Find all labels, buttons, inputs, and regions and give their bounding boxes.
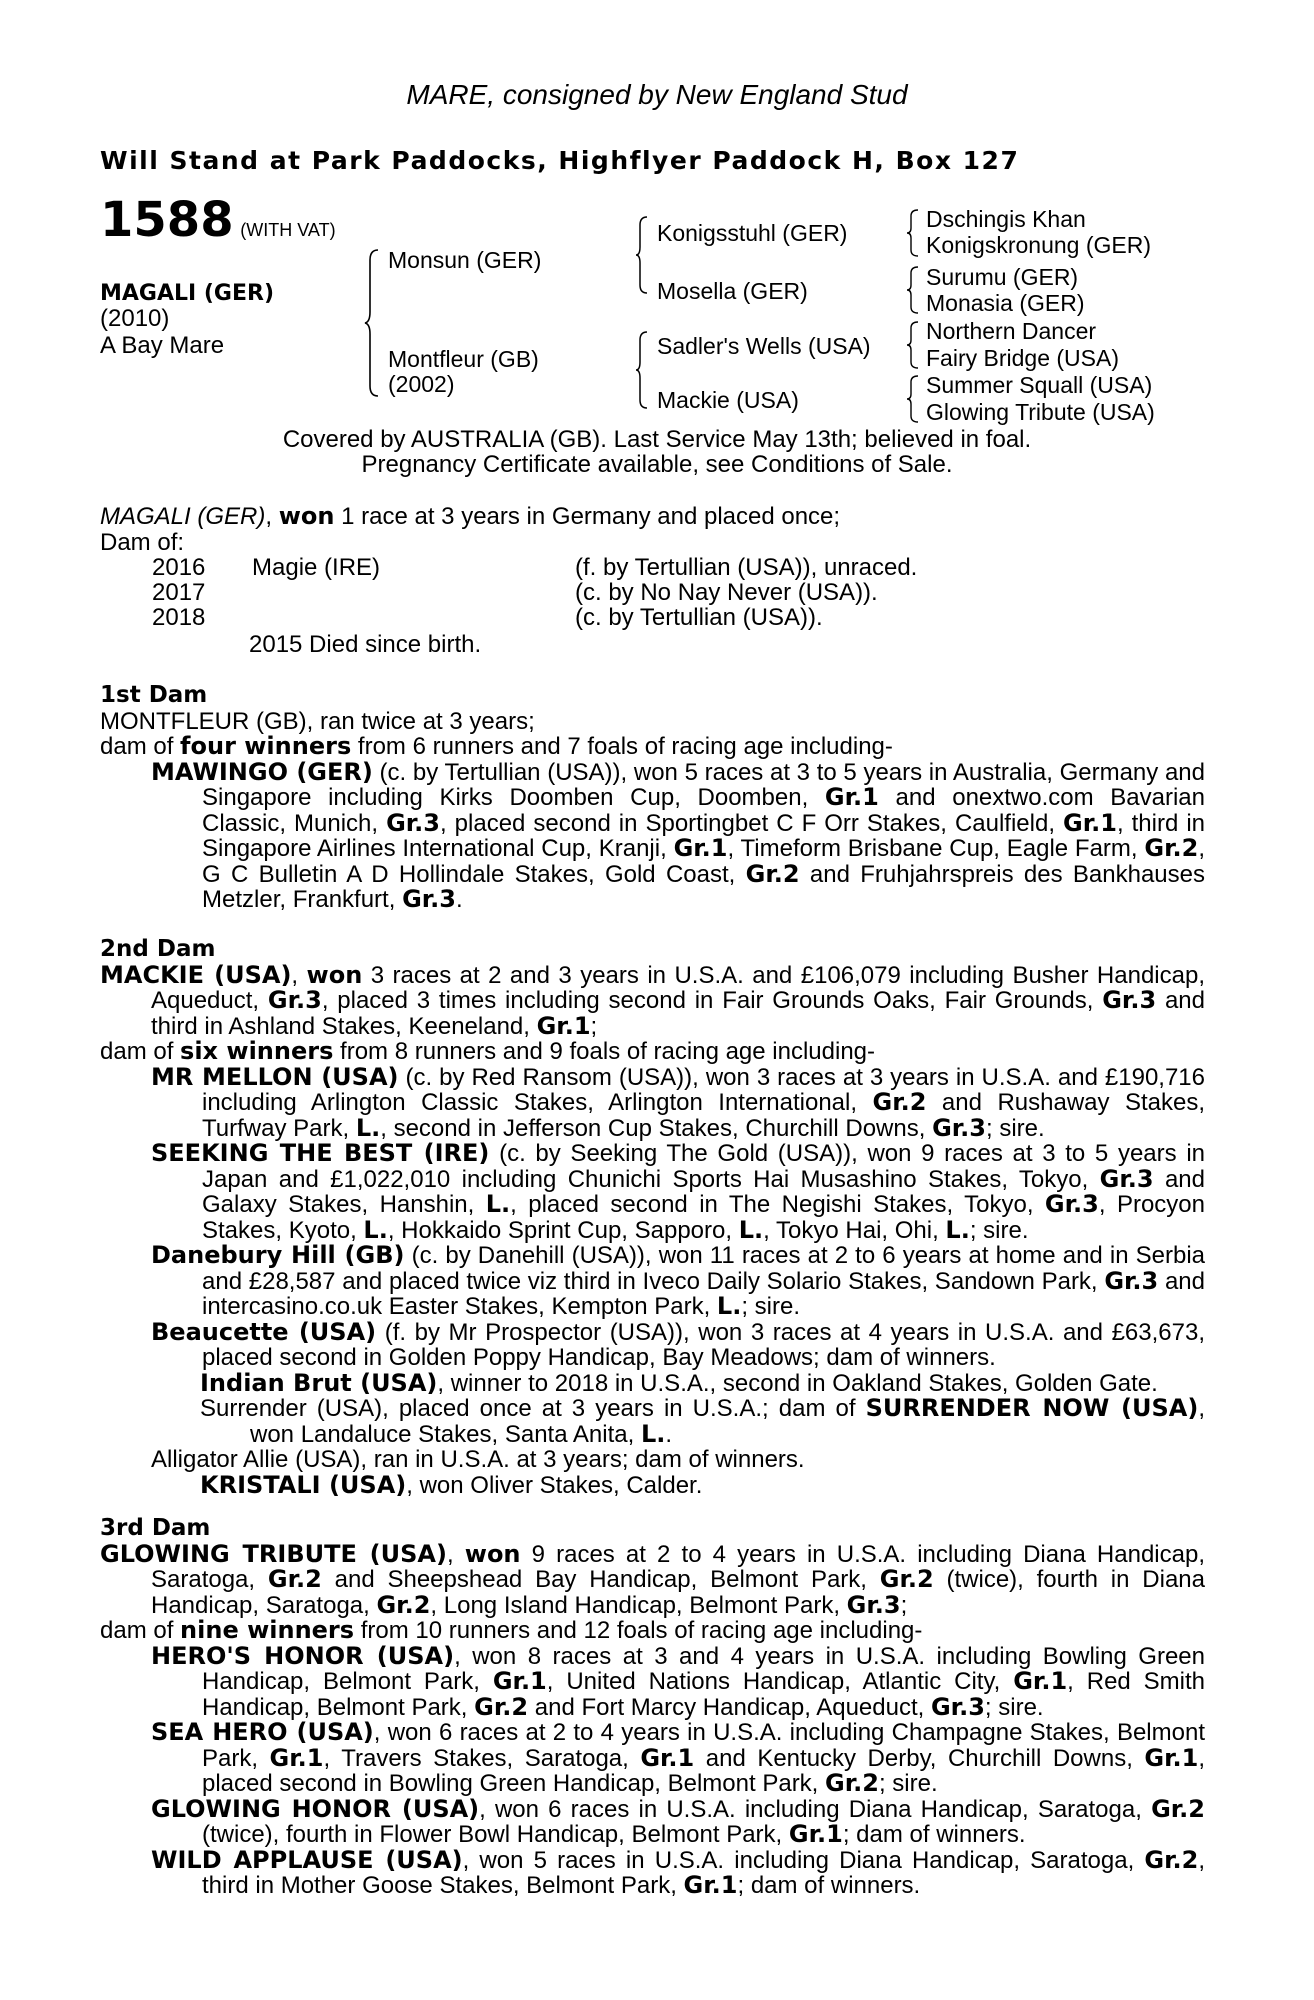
- text: , won 5 races in U.S.A. including Diana Handicap, Saratoga,: [462, 1846, 1145, 1874]
- entry-name: MR MELLON (USA): [151, 1062, 399, 1091]
- pedigree-sire-sire: Konigsstuhl (GER): [657, 220, 848, 246]
- grade: Gr.3: [402, 885, 456, 913]
- winners-count: four winners: [180, 732, 352, 760]
- pedigree-ssd: Konigskronung (GER): [926, 232, 1151, 258]
- text: , Red Smith Handicap, Belmont Park,: [202, 1668, 1206, 1721]
- text: .: [665, 1420, 673, 1448]
- grade: Gr.1: [1144, 1743, 1199, 1772]
- text: ; dam of winners.: [842, 1821, 1026, 1848]
- foal-year-1: 2016: [152, 554, 206, 581]
- grade: Gr.1: [269, 1743, 324, 1772]
- foal-detail-2: (c. by No Nay Never (USA)).: [575, 579, 878, 606]
- text: , placed second in The Negishi Stakes, Tokyo,: [510, 1191, 1045, 1218]
- winners-count: nine winners: [180, 1616, 355, 1644]
- foal-detail-1: (f. by Tertullian (USA)), unraced.: [575, 554, 918, 581]
- text: , placed second in Sportingbet C F Orr Stakes, Caulfield,: [440, 809, 1064, 837]
- pregnancy-line: Pregnancy Certificate available, see Conditions of Sale.: [361, 451, 953, 478]
- grade: L.: [716, 1292, 742, 1320]
- second-dam-record: MACKIE (USA), won 3 races at 2 and 3 years in U.S.A. and £106,079 including Busher Handicap, Aqueduct, Gr.3, placed 3 times including second in Fair Grounds Oaks, Fair Grounds, Gr.3 and third in Ashland Stakes, Keeneland, Gr.1;: [100, 960, 1206, 1040]
- entry-name: MAWINGO (GER): [151, 757, 373, 786]
- pedigree-dds: Summer Squall (USA): [926, 372, 1153, 398]
- produce-entry-heros-honor: [151, 1641, 1206, 1721]
- text: , second in Jefferson Cup Stakes, Churchill Downs,: [380, 1114, 933, 1142]
- foal-name-1: Magie (IRE): [252, 554, 381, 581]
- produce-entry-indian-brut: [200, 1368, 1205, 1397]
- pedigree-dam: Montfleur (GB): [388, 346, 539, 372]
- second-dam-heading: 2nd Dam: [100, 936, 216, 962]
- dam-name: GLOWING TRIBUTE (USA): [100, 1539, 447, 1568]
- text: , won Oliver Stakes, Calder.: [406, 1471, 703, 1499]
- horse-name: MAGALI (GER): [100, 281, 275, 306]
- entry-name: Danebury Hill (GB): [151, 1241, 405, 1269]
- stand-location: Will Stand at Park Paddocks, Highflyer Paddock H, Box 127: [100, 146, 1020, 175]
- pedigree-sire: Monsun (GER): [388, 247, 542, 273]
- pedigree-dam-year: (2002): [388, 371, 455, 397]
- pedigree-brace-3a: [906, 208, 922, 258]
- text: ; sire.: [741, 1293, 801, 1320]
- produce-entry-surrender: [200, 1396, 1205, 1447]
- produce-text: 1 race at 3 years in Germany and placed once;: [334, 503, 841, 530]
- pedigree-brace-sire-side: [635, 215, 653, 295]
- text: and third in Ashland Stakes, Keeneland,: [151, 987, 1205, 1040]
- grade: Gr.3: [1104, 1266, 1159, 1295]
- pedigree-brace-3c: [906, 320, 922, 370]
- grade: Gr.2: [1151, 1794, 1205, 1823]
- pedigree-dsd: Fairy Bridge (USA): [926, 345, 1119, 371]
- grade: Gr.3: [1044, 1190, 1099, 1218]
- text: , Tokyo Hai, Ohi,: [763, 1216, 946, 1244]
- grade: Gr.3: [930, 1692, 985, 1721]
- grade: Gr.3: [846, 1590, 901, 1619]
- foal-year-3: 2018: [152, 604, 206, 631]
- entry-name: SEEKING THE BEST (IRE): [151, 1139, 490, 1167]
- grade: Gr.1: [683, 1871, 738, 1899]
- entry-name: Beaucette (USA): [151, 1317, 377, 1346]
- first-dam-line: MONTFLEUR (GB), ran twice at 3 years;: [100, 707, 535, 735]
- text: (c. by Seeking The Gold (USA)), won 9 races at 3 to 5 years in Japan and £1,022,010 including Chunichi Sports Hai Musashino Stakes, Tokyo,: [202, 1140, 1205, 1193]
- pedigree-sds: Surumu (GER): [926, 264, 1079, 290]
- produce-entry-alligator-allie: Alligator Allie (USA), ran in U.S.A. at 3 years; dam of winners.: [151, 1446, 805, 1473]
- third-dam-record: GLOWING TRIBUTE (USA), won 9 races at 2 to 4 years in U.S.A. including Diana Handicap, Saratoga, Gr.2 and Sheepshead Bay Handicap, Belmont Park, Gr.2 (twice), fourth in Diana Handicap, Saratoga, Gr.2, Long Island Handicap, Belmont Park, Gr.3;: [100, 1539, 1206, 1619]
- entry-name: SURRENDER NOW (USA): [865, 1394, 1199, 1422]
- won-label: won: [306, 960, 363, 989]
- text: , Travers Stakes, Saratoga,: [323, 1744, 641, 1772]
- text: , placed 3 times including second in Fair Grounds Oaks, Fair Grounds,: [321, 987, 1103, 1014]
- pedigree-sdd: Monasia (GER): [926, 290, 1085, 316]
- produce-record: [100, 504, 1205, 555]
- won-label: won: [278, 502, 335, 530]
- text: ;: [590, 1012, 598, 1040]
- text: and onextwo.com Bavarian Classic, Munich,: [202, 784, 1205, 837]
- grade: Gr.1: [673, 834, 728, 862]
- text: ;: [900, 1591, 908, 1619]
- produce-summary: MAGALI (GER), won 1 race at 3 years in Germany and placed once;: [100, 502, 841, 530]
- entry-name: WILD APPLAUSE (USA): [151, 1845, 463, 1874]
- text: (twice), fourth in Flower Bowl Handicap, Belmont Park,: [202, 1821, 789, 1848]
- foal-detail-3: (c. by Tertullian (USA)).: [575, 604, 823, 631]
- foal-note: 2015 Died since birth.: [249, 631, 482, 658]
- foal-year-2: 2017: [152, 579, 206, 606]
- produce-entry-glowing-honor: [151, 1794, 1205, 1848]
- text: ; sire.: [984, 1693, 1044, 1721]
- first-dam-heading: 1st Dam: [100, 682, 208, 708]
- grade: Gr.1: [492, 1667, 547, 1695]
- entry-name: HERO'S HONOR (USA): [151, 1641, 455, 1670]
- third-dam-summary: [100, 1618, 1205, 1644]
- text: and Sheepshead Bay Handicap, Belmont Park,: [321, 1566, 880, 1593]
- pedigree-dam-sire: Sadler's Wells (USA): [657, 333, 871, 359]
- text: (twice), fourth in Diana Handicap, Saratoga,: [151, 1566, 1206, 1619]
- pedigree-dss: Northern Dancer: [926, 318, 1097, 344]
- text: , won 6 races in U.S.A. including Diana Handicap, Saratoga,: [479, 1795, 1152, 1823]
- text: ; sire.: [969, 1216, 1029, 1244]
- grade: L.: [355, 1113, 381, 1142]
- grade: Gr.2: [872, 1088, 927, 1116]
- produce-horse-name: MAGALI (GER): [100, 503, 266, 530]
- horse-description: A Bay Mare: [100, 332, 225, 359]
- consignor-title: MARE, consigned by New England Stud: [406, 79, 908, 110]
- text: , G C Bulletin A D Hollindale Stakes, Gold Coast,: [202, 835, 1205, 888]
- grade: L.: [485, 1190, 511, 1218]
- entry-name: GLOWING HONOR (USA): [151, 1794, 480, 1823]
- text: and Galaxy Stakes, Hanshin,: [202, 1165, 1205, 1218]
- text: (c. by Red Ransom (USA)), won 3 races at 3 years in U.S.A. and £190,716 including Arlington Classic Stakes, Arlington International,: [202, 1063, 1206, 1116]
- text: , United Nations Handicap, Atlantic City,: [546, 1668, 1014, 1695]
- text: ; sire.: [986, 1114, 1045, 1142]
- entry-name: Indian Brut (USA): [200, 1368, 438, 1397]
- text: 3 races at 2 and 3 years in U.S.A. and £106,079 including Busher Handicap, Aqueduct,: [151, 961, 1206, 1014]
- grade: Gr.1: [1063, 808, 1117, 837]
- pedigree-dam-dam: Mackie (USA): [657, 387, 799, 413]
- grade: Gr.2: [745, 859, 800, 888]
- grade: Gr.1: [788, 1820, 843, 1848]
- text: (f. by Mr Prospector (USA)), won 3 races at 4 years in U.S.A. and £63,673, placed second in Golden Poppy Handicap, Bay Meadows; dam of winners.: [202, 1318, 1205, 1371]
- text: and Fruhjahrspreis des Bankhauses Metzler, Frankfurt,: [202, 860, 1206, 913]
- grade: Gr.1: [640, 1743, 695, 1772]
- lot-number: 1588: [100, 192, 234, 248]
- grade: Gr.1: [824, 783, 879, 811]
- grade: Gr.1: [1013, 1667, 1068, 1695]
- pedigree-brace-3b: [906, 265, 922, 315]
- grade: Gr.2: [879, 1565, 934, 1593]
- produce-entry-mawingo: [151, 757, 1206, 913]
- text: , placed second in Bowling Green Handicap, Belmont Park,: [202, 1744, 1205, 1797]
- entry-name: SEA HERO (USA): [151, 1718, 374, 1746]
- text: , Procyon Stakes, Kyoto,: [202, 1191, 1205, 1244]
- text: , winner to 2018 in U.S.A., second in Oakland Stakes, Golden Gate.: [437, 1369, 1158, 1397]
- grade: Gr.2: [267, 1565, 322, 1593]
- text: and Rushaway Stakes, Turfway Park,: [202, 1089, 1206, 1142]
- produce-entry-wild-applause: [151, 1845, 1206, 1899]
- text: , won Landaluce Stakes, Santa Anita,: [250, 1395, 1205, 1448]
- grade: L.: [738, 1215, 764, 1244]
- text: , third in Mother Goose Stakes, Belmont Park,: [202, 1846, 1206, 1899]
- grade: Gr.2: [1144, 1845, 1199, 1874]
- text: ; sire.: [878, 1770, 938, 1797]
- text: Surrender (USA), placed once at 3 years in U.S.A.; dam of: [200, 1395, 866, 1422]
- grade: Gr.2: [1144, 834, 1199, 862]
- dam-name: MACKIE (USA): [100, 960, 292, 989]
- first-dam-summary: [100, 734, 1205, 760]
- grade: Gr.3: [932, 1113, 986, 1142]
- produce-entry-mr-mellon: [151, 1062, 1206, 1142]
- text: (c. by Danehill (USA)), won 11 races at 2 to 6 years at home and in Serbia and £28,587 and placed twice viz third in Iveco Daily Solario Stakes, Sandown Park,: [202, 1242, 1206, 1295]
- pedigree-brace-3d: [906, 374, 922, 424]
- text: from 8 runners and 9 foals of racing age including-: [333, 1038, 876, 1065]
- lot-number-line: [100, 192, 336, 248]
- produce-entry-sea-hero: [151, 1720, 1205, 1797]
- second-dam-summary: [100, 1039, 1205, 1065]
- produce-entry-seeking-the-best: [151, 1141, 1205, 1243]
- grade: L.: [945, 1215, 970, 1244]
- text: , Timeform Brisbane Cup, Eagle Farm,: [727, 835, 1145, 862]
- text: 9 races at 2 to 4 years in U.S.A. including Diana Handicap, Saratoga,: [151, 1540, 1205, 1593]
- vat-label: (WITH VAT): [240, 220, 336, 240]
- pedigree-brace-generation-1: [364, 248, 386, 398]
- third-dam-section: [100, 1516, 1205, 1899]
- second-dam-section: [100, 937, 1205, 1498]
- first-dam-section: [100, 683, 1205, 913]
- text: and Kentucky Derby, Churchill Downs,: [694, 1744, 1145, 1772]
- text: dam of: [100, 1617, 181, 1644]
- third-dam-heading: 3rd Dam: [100, 1515, 211, 1541]
- grade: L.: [363, 1215, 388, 1244]
- text: , Long Island Handicap, Belmont Park,: [430, 1591, 847, 1619]
- entry-name: KRISTALI (USA): [200, 1470, 407, 1499]
- text: .: [456, 886, 463, 913]
- grade: Gr.1: [536, 1011, 591, 1040]
- dam-of-label: Dam of:: [100, 528, 185, 556]
- produce-entry-beaucette: [151, 1317, 1205, 1371]
- grade: Gr.3: [1102, 986, 1157, 1014]
- text: dam of: [100, 733, 181, 760]
- pedigree-brace-dam-side: [635, 330, 653, 410]
- grade: Gr.3: [386, 808, 440, 837]
- won-label: won: [464, 1539, 521, 1568]
- pedigree-ddd: Glowing Tribute (USA): [926, 399, 1155, 425]
- horse-year: (2010): [100, 305, 170, 332]
- text: , won 8 races at 3 and 4 years in U.S.A. including Bowling Green Handicap, Belmont Park,: [202, 1642, 1205, 1695]
- text: and intercasino.co.uk Easter Stakes, Kempton Park,: [202, 1267, 1205, 1320]
- winners-count: six winners: [180, 1037, 334, 1065]
- text: dam of: [100, 1038, 181, 1065]
- text: and Fort Marcy Handicap, Aqueduct,: [528, 1693, 931, 1721]
- grade: Gr.2: [376, 1590, 431, 1619]
- grade: Gr.2: [825, 1769, 879, 1797]
- produce-entry-kristali: [200, 1470, 1205, 1499]
- grade: Gr.2: [474, 1692, 529, 1721]
- produce-entry-danebury-hill: [151, 1243, 1205, 1320]
- pedigree-sire-dam: Mosella (GER): [657, 278, 808, 304]
- text: from 10 runners and 12 foals of racing age including-: [354, 1617, 923, 1644]
- grade: L.: [640, 1419, 666, 1448]
- covered-line: Covered by AUSTRALIA (GB). Last Service May 13th; believed in foal.: [282, 426, 1032, 453]
- text: , won 6 races at 2 to 4 years in U.S.A. including Champagne Stakes, Belmont Park,: [202, 1719, 1205, 1772]
- pedigree-sss: Dschingis Khan: [926, 206, 1086, 232]
- text: (c. by Tertullian (USA)), won 5 races at 3 to 5 years in Australia, Germany and Singapore including Kirks Doomben Cup, Doomben,: [202, 758, 1205, 811]
- grade: Gr.3: [1099, 1164, 1154, 1193]
- text: ; dam of winners.: [737, 1872, 921, 1899]
- text: , Hokkaido Sprint Cup, Sapporo,: [387, 1216, 739, 1244]
- text: , third in Singapore Airlines International Cup, Kranji,: [202, 809, 1205, 862]
- grade: Gr.3: [267, 986, 322, 1014]
- text: from 6 runners and 7 foals of racing age including-: [351, 733, 893, 760]
